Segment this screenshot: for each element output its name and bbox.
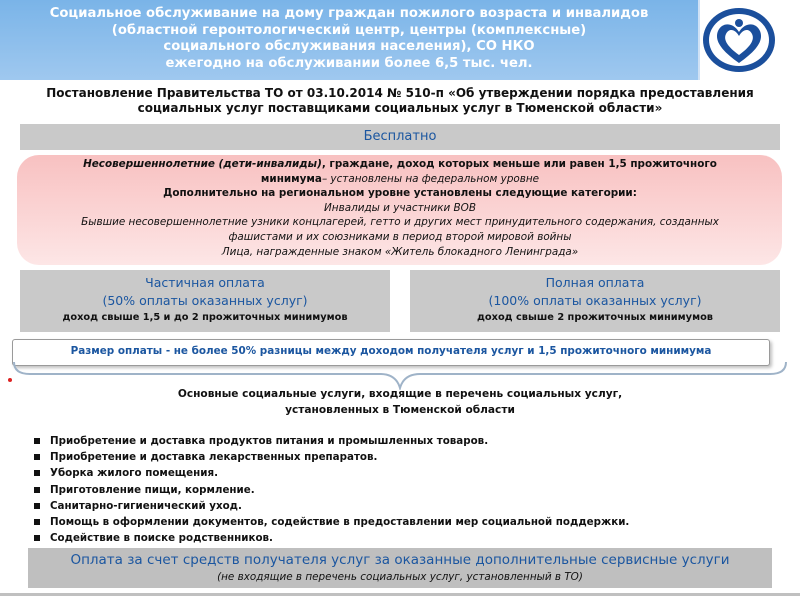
header-line-1: Социальное обслуживание на дому граждан пожилого возраста и инвалидов (49, 6, 649, 21)
decree-title (20, 86, 780, 116)
eligibility-line-4: Инвалиды и участники ВОВ (324, 201, 476, 214)
additional-services-title: Оплата за счет средств получателя услуг за оказанные дополнительные сервисные услуги (70, 552, 730, 568)
list-item: Помощь в оформлении документов, содействие в предоставлении мер социальной поддержки. (32, 514, 762, 530)
additional-services-subtitle: (не входящие в перечень социальных услуг, установленный в ТО) (217, 571, 583, 583)
red-marker (8, 378, 12, 382)
eligibility-line-3: Дополнительно на региональном уровне установлены следующие категории: (163, 187, 637, 200)
full-payment-percent: (100% оплаты оказанных услуг) (488, 293, 702, 308)
services-list (32, 433, 762, 546)
header-line-3: социального обслуживания населения), СО НКО (163, 39, 535, 54)
eligibility-line-2: минимума– установлены на федеральном уровне (260, 172, 540, 185)
list-item: Уборка жилого помещения. (32, 465, 762, 481)
header-title (0, 6, 698, 72)
list-item: Содействие в поиске родственников. (32, 530, 762, 546)
eligibility-line-1: Несовершеннолетние (дети-инвалиды), граждане, доход которых меньше или равен 1,5 прожиточного (83, 158, 717, 170)
partial-payment-title: Частичная оплата (145, 275, 265, 290)
eligibility-line-5: Бывшие несовершеннолетние узники концлагерей, гетто и других мест принудительного содержания, созданных (81, 216, 719, 229)
full-payment-box (410, 270, 780, 332)
partial-payment-box (20, 270, 390, 332)
payment-size-note: Размер оплаты - не более 50% разницы между доходом получателя услуг и 1,5 прожиточного минимума (70, 345, 712, 357)
eligibility-text (20, 157, 780, 259)
services-title-line-1: Основные социальные услуги, входящие в перечень социальных услуг, (177, 388, 623, 400)
eligibility-line-7: Лица, награжденные знаком «Житель блокадного Ленинграда» (221, 245, 579, 258)
list-item: Приобретение и доставка продуктов питания и промышленных товаров. (32, 433, 762, 449)
full-payment-title: Полная оплата (545, 275, 645, 290)
additional-services-box (28, 548, 772, 588)
decree-line-1: Постановление Правительства ТО от 03.10.2014 № 510-п «Об утверждении порядка предоставления (46, 86, 754, 100)
eligibility-line-6: фашистами и их союзниками в период второй мировой войны (228, 230, 572, 243)
partial-payment-condition: доход свыше 1,5 и до 2 прожиточных минимумов (62, 312, 348, 323)
services-title-line-2: установленных в Тюменской области (285, 404, 515, 416)
services-title (20, 386, 780, 418)
full-payment-condition: доход свыше 2 прожиточных минимумов (476, 312, 714, 323)
list-item: Приготовление пищи, кормление. (32, 482, 762, 498)
header-line-4: ежегодно на обслуживании более 6,5 тыс. чел. (165, 55, 533, 71)
header-line-2: (областной геронтологический центр, центры (комплексные) (111, 22, 587, 38)
list-item: Приобретение и доставка лекарственных препаратов. (32, 449, 762, 465)
bottom-divider (0, 593, 800, 596)
list-item: Санитарно-гигиенический уход. (32, 498, 762, 514)
heart-hands-logo-icon (700, 5, 778, 75)
partial-payment-percent: (50% оплаты оказанных услуг) (102, 293, 308, 308)
decree-line-2: социальных услуг поставщиками социальных услуг в Тюменской области» (137, 101, 663, 115)
free-label: Бесплатно (20, 124, 780, 150)
